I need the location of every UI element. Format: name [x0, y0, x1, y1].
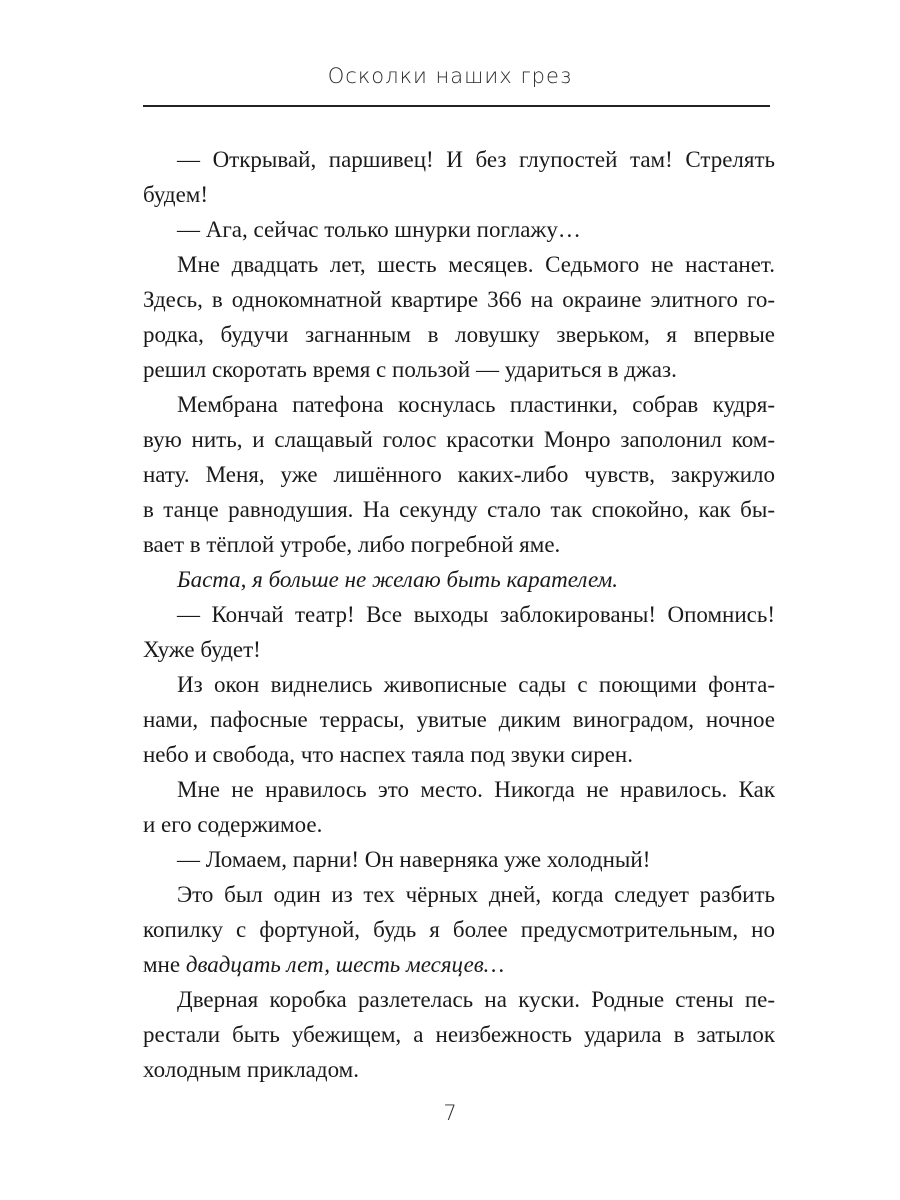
text-line: небо и свобода, что наспех таяла под звуки сирен. [143, 742, 633, 767]
paragraph [143, 247, 775, 387]
paragraph [143, 667, 775, 772]
paragraph [143, 142, 775, 212]
running-title: Осколки наших грез [327, 64, 573, 88]
text-line: нату. Меня, уже лишённого каких-либо чувств, закружило [143, 462, 775, 487]
text-line: Мне не нравилось это место. Никогда не нравилось. Как [177, 777, 775, 802]
text-line: будем! [143, 182, 209, 207]
text-line: Это был один из тех чёрных дней, когда следует разбить [177, 882, 775, 907]
paragraph [143, 842, 775, 877]
text-line: — Кончай театр! Все выходы заблокированы! Опомнись! [177, 602, 775, 627]
header-rule [143, 105, 770, 107]
text-line: Хуже будет! [143, 637, 261, 662]
text-line: родка, будучи загнанным в ловушку зверьком, я впервые [143, 322, 775, 347]
text-line: нами, пафосные террасы, увитые диким виноградом, ночное [143, 707, 775, 732]
text-line: и его содержимое. [143, 812, 323, 837]
text-line: — Ага, сейчас только шнурки поглажу… [177, 217, 581, 242]
text-line: Мне двадцать лет, шесть месяцев. Седьмого не настанет. [177, 252, 775, 277]
text-line: Баста, я больше не желаю быть карателем. [177, 567, 619, 592]
text-line: — Открывай, паршивец! И без глупостей там! Стрелять [177, 147, 775, 172]
text-line: копилку с фортуной, будь я более предусмотрительным, но [143, 917, 775, 942]
text-line-italic: двадцать лет, шесть месяцев… [185, 952, 505, 977]
text-line-mixed [143, 947, 775, 982]
text-line: Дверная коробка разлетелась на куски. Родные стены пе- [177, 987, 775, 1012]
paragraph [143, 597, 775, 667]
paragraph [143, 212, 775, 247]
text-line: вую нить, и слащавый голос красотки Монро заполонил ком- [143, 427, 775, 452]
body-text [143, 142, 775, 1087]
paragraph [143, 772, 775, 842]
text-line: рестали быть убежищем, а неизбежность ударила в затылок [143, 1022, 775, 1047]
text-line: — Ломаем, парни! Он наверняка уже холодный! [177, 847, 651, 872]
text-line: Мембрана патефона коснулась пластинки, собрав кудря- [177, 392, 775, 417]
text-line: решил скоротать время с пользой — удариться в джаз. [143, 357, 677, 382]
text-line-prefix: мне [143, 952, 186, 977]
paragraph-italic-thought [143, 562, 775, 597]
paragraph [143, 387, 775, 562]
paragraph [143, 877, 775, 982]
text-line: Из окон виднелись живописные сады с поющими фонта- [177, 672, 775, 697]
text-line: Здесь, в однокомнатной квартире 366 на окраине элитного го- [143, 287, 775, 312]
text-line: вает в тёплой утробе, либо погребной яме. [143, 532, 561, 557]
text-line: в танце равнодушия. На секунду стало так спокойно, как бы- [143, 497, 775, 522]
page-number: 7 [443, 1101, 457, 1125]
text-line: холодным прикладом. [143, 1057, 359, 1082]
paragraph [143, 982, 775, 1087]
